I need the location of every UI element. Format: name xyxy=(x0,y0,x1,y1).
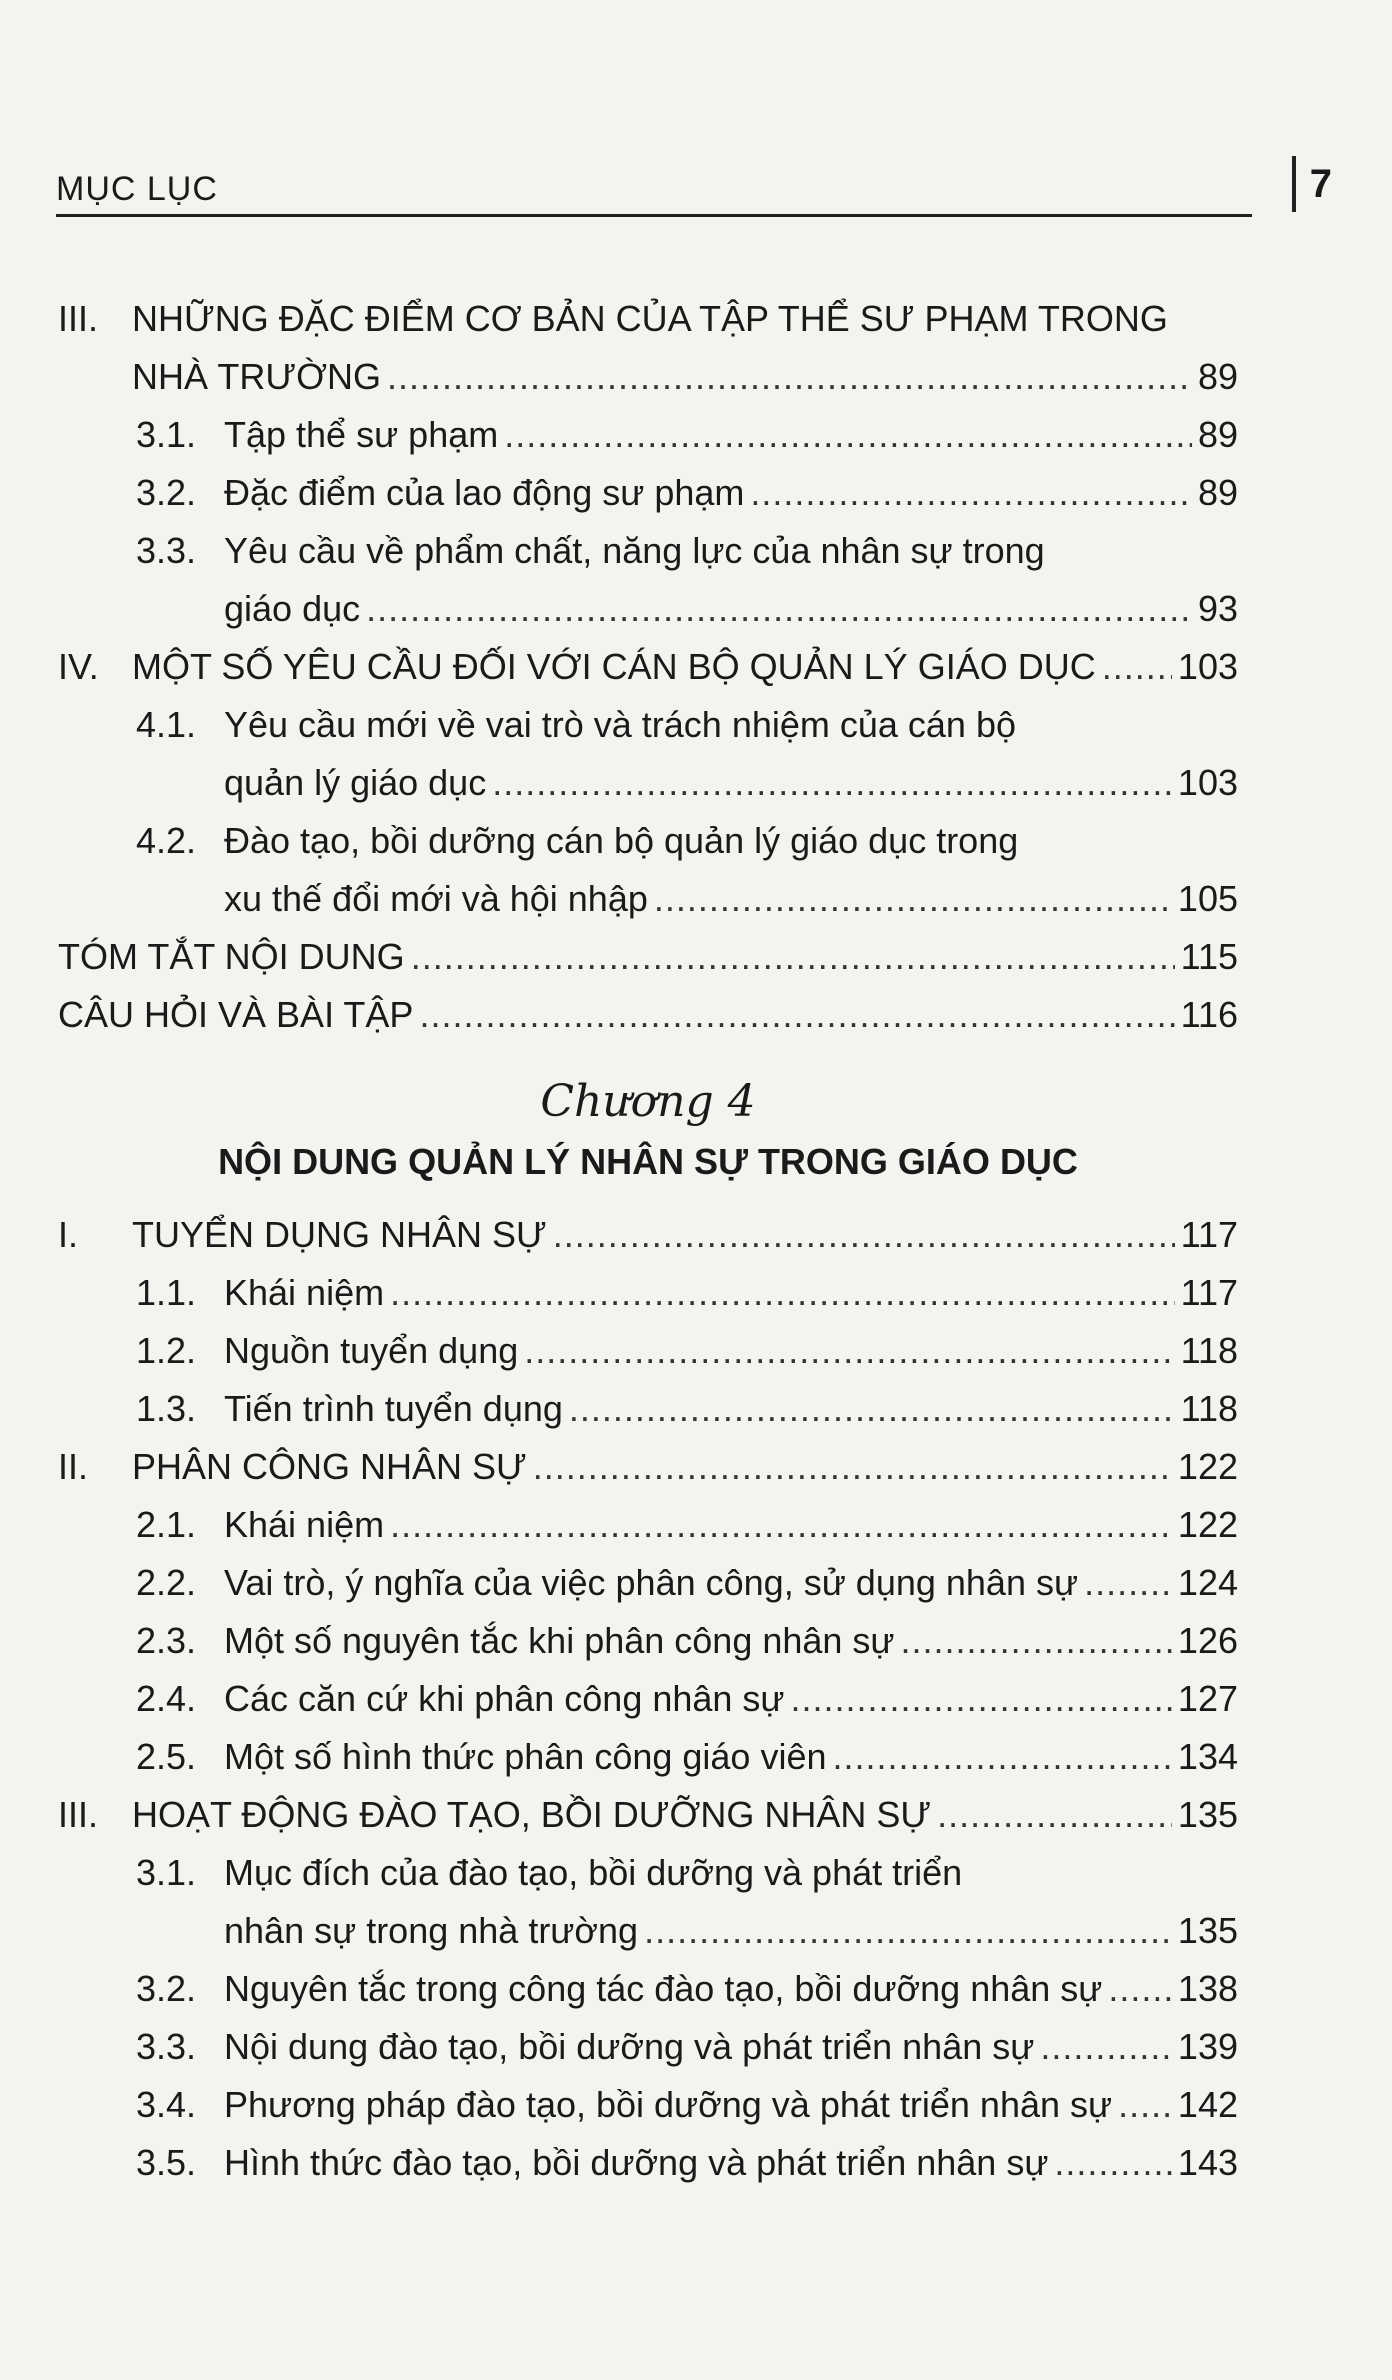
page-ref: 126 xyxy=(1177,1620,1238,1661)
section-title-line1: NHỮNG ĐẶC ĐIỂM CƠ BẢN CỦA TẬP THỂ SƯ PHẠM TRONG xyxy=(132,298,1168,339)
item-number: 3.1. xyxy=(136,414,197,455)
page-ref: 138 xyxy=(1177,1968,1238,2009)
item-title: Một số nguyên tắc khi phân công nhân sự xyxy=(224,1620,895,1661)
item-number: 1.2. xyxy=(136,1330,197,1371)
toc-item-2-1 xyxy=(58,1496,1238,1554)
page-ref: 115 xyxy=(1180,936,1238,977)
item-number: 2.5. xyxy=(136,1736,197,1777)
item-number: 3.2. xyxy=(136,472,197,513)
page-ref: 127 xyxy=(1177,1678,1238,1719)
item-title-line2: xu thế đổi mới và hội nhập xyxy=(224,878,648,919)
section-title: PHÂN CÔNG NHÂN SỰ xyxy=(132,1446,527,1487)
toc-section-i xyxy=(58,1206,1238,1264)
toc-item-2-3 xyxy=(58,1612,1238,1670)
toc-item-3-3-ch4 xyxy=(58,2018,1238,2076)
toc-item-3-5-ch4 xyxy=(58,2134,1238,2192)
table-of-contents xyxy=(58,290,1238,2192)
item-title-line1: Đào tạo, bồi dưỡng cán bộ quản lý giáo dục trong xyxy=(224,820,1019,861)
item-title: Phương pháp đào tạo, bồi dưỡng và phát triển nhân sự xyxy=(224,2084,1113,2125)
toc-item-3-2-ch4 xyxy=(58,1960,1238,2018)
section-number: IV. xyxy=(58,646,99,687)
item-title-line2: quản lý giáo dục xyxy=(224,762,487,803)
toc-item-4-1 xyxy=(58,696,1238,812)
page-ref: 135 xyxy=(1177,1910,1238,1951)
item-number: 3.2. xyxy=(136,1968,197,2009)
item-title: Nguyên tắc trong công tác đào tạo, bồi dưỡng nhân sự xyxy=(224,1968,1103,2009)
item-number: 4.1. xyxy=(136,704,197,745)
page-ref: 93 xyxy=(1197,588,1238,629)
item-title: Các căn cứ khi phân công nhân sự xyxy=(224,1678,785,1719)
page-ref: 103 xyxy=(1177,646,1238,687)
section-number: III. xyxy=(58,298,99,339)
item-title: Hình thức đào tạo, bồi dưỡng và phát triển nhân sự xyxy=(224,2142,1049,2183)
page-ref: 116 xyxy=(1180,994,1238,1035)
item-number: 3.5. xyxy=(136,2142,197,2183)
item-title-line1: Mục đích của đào tạo, bồi dưỡng và phát triển xyxy=(224,1852,963,1893)
toc-item-3-1 xyxy=(58,406,1238,464)
toc-section-ii xyxy=(58,1438,1238,1496)
toc-questions xyxy=(58,986,1238,1044)
page-ref: 118 xyxy=(1180,1330,1238,1371)
chapter-label: Chương 4 xyxy=(540,1076,756,1127)
toc-section-iii xyxy=(58,290,1238,406)
item-title: Khái niệm xyxy=(224,1504,385,1545)
item-title: Khái niệm xyxy=(224,1272,385,1313)
page-ref: 135 xyxy=(1177,1794,1238,1835)
page-ref: 122 xyxy=(1177,1446,1238,1487)
page-ref: 143 xyxy=(1177,2142,1238,2183)
toc-item-3-4-ch4 xyxy=(58,2076,1238,2134)
toc-section-iii-ch4 xyxy=(58,1786,1238,1844)
toc-item-2-2 xyxy=(58,1554,1238,1612)
summary-title: TÓM TẮT NỘI DUNG xyxy=(58,936,405,977)
section-number: I. xyxy=(58,1214,79,1255)
item-number: 3.1. xyxy=(136,1852,197,1893)
page-ref: 117 xyxy=(1180,1214,1238,1255)
header-title: MỤC LỤC xyxy=(56,170,218,208)
item-number: 2.1. xyxy=(136,1504,197,1545)
item-title-line1: Yêu cầu về phẩm chất, năng lực của nhân sự trong xyxy=(224,530,1045,571)
page-ref: 89 xyxy=(1197,414,1238,455)
toc-summary xyxy=(58,928,1238,986)
item-number: 3.4. xyxy=(136,2084,197,2125)
item-number: 3.3. xyxy=(136,530,197,571)
page-ref: 124 xyxy=(1177,1562,1238,1603)
questions-title: CÂU HỎI VÀ BÀI TẬP xyxy=(58,994,414,1035)
toc-item-2-5 xyxy=(58,1728,1238,1786)
page-ref: 103 xyxy=(1177,762,1238,803)
page-ref: 142 xyxy=(1177,2084,1238,2125)
item-number: 2.4. xyxy=(136,1678,197,1719)
item-title-line2: giáo dục xyxy=(224,588,361,629)
section-title: MỘT SỐ YÊU CẦU ĐỐI VỚI CÁN BỘ QUẢN LÝ GIÁO DỤC xyxy=(132,646,1096,687)
page-ref: 139 xyxy=(1177,2026,1238,2067)
toc-item-2-4 xyxy=(58,1670,1238,1728)
item-number: 2.2. xyxy=(136,1562,197,1603)
page-header xyxy=(56,150,1332,217)
chapter-title: NỘI DUNG QUẢN LÝ NHÂN SỰ TRONG GIÁO DỤC xyxy=(218,1141,1078,1182)
item-number: 2.3. xyxy=(136,1620,197,1661)
toc-section-iv xyxy=(58,638,1238,696)
section-title: TUYỂN DỤNG NHÂN SỰ xyxy=(132,1214,547,1255)
toc-item-1-2 xyxy=(58,1322,1238,1380)
item-number: 3.3. xyxy=(136,2026,197,2067)
item-title: Nội dung đào tạo, bồi dưỡng và phát triển nhân sự xyxy=(224,2026,1035,2067)
item-number: 1.1. xyxy=(136,1272,197,1313)
toc-item-3-3 xyxy=(58,522,1238,638)
page-ref: 117 xyxy=(1180,1272,1238,1313)
page-number: 7 xyxy=(1292,156,1332,212)
toc-item-1-1 xyxy=(58,1264,1238,1322)
item-title: Tập thể sư phạm xyxy=(224,414,499,455)
item-title: Nguồn tuyển dụng xyxy=(224,1330,519,1371)
item-title: Đặc điểm của lao động sư phạm xyxy=(224,472,745,513)
section-number: III. xyxy=(58,1794,99,1835)
item-number: 4.2. xyxy=(136,820,197,861)
page-ref: 105 xyxy=(1177,878,1238,919)
item-title-line2: nhân sự trong nhà trường xyxy=(224,1910,639,1951)
page-ref: 89 xyxy=(1197,472,1238,513)
item-title-line1: Yêu cầu mới về vai trò và trách nhiệm của cán bộ xyxy=(224,704,1016,745)
section-title: HOẠT ĐỘNG ĐÀO TẠO, BỒI DƯỠNG NHÂN SỰ xyxy=(132,1794,932,1835)
page-ref: 118 xyxy=(1180,1388,1238,1429)
section-number: II. xyxy=(58,1446,89,1487)
toc-item-3-1-ch4 xyxy=(58,1844,1238,1960)
item-number: 1.3. xyxy=(136,1388,197,1429)
toc-item-3-2 xyxy=(58,464,1238,522)
page-ref: 122 xyxy=(1177,1504,1238,1545)
page-ref: 134 xyxy=(1177,1736,1238,1777)
section-title-line2: NHÀ TRƯỜNG xyxy=(132,356,381,397)
toc-item-1-3 xyxy=(58,1380,1238,1438)
item-title: Một số hình thức phân công giáo viên xyxy=(224,1736,827,1777)
toc-item-4-2 xyxy=(58,812,1238,928)
item-title: Vai trò, ý nghĩa của việc phân công, sử dụng nhân sự xyxy=(224,1562,1079,1603)
page-ref: 89 xyxy=(1197,356,1238,397)
chapter-heading xyxy=(58,1072,1238,1192)
item-title: Tiến trình tuyển dụng xyxy=(224,1388,563,1429)
